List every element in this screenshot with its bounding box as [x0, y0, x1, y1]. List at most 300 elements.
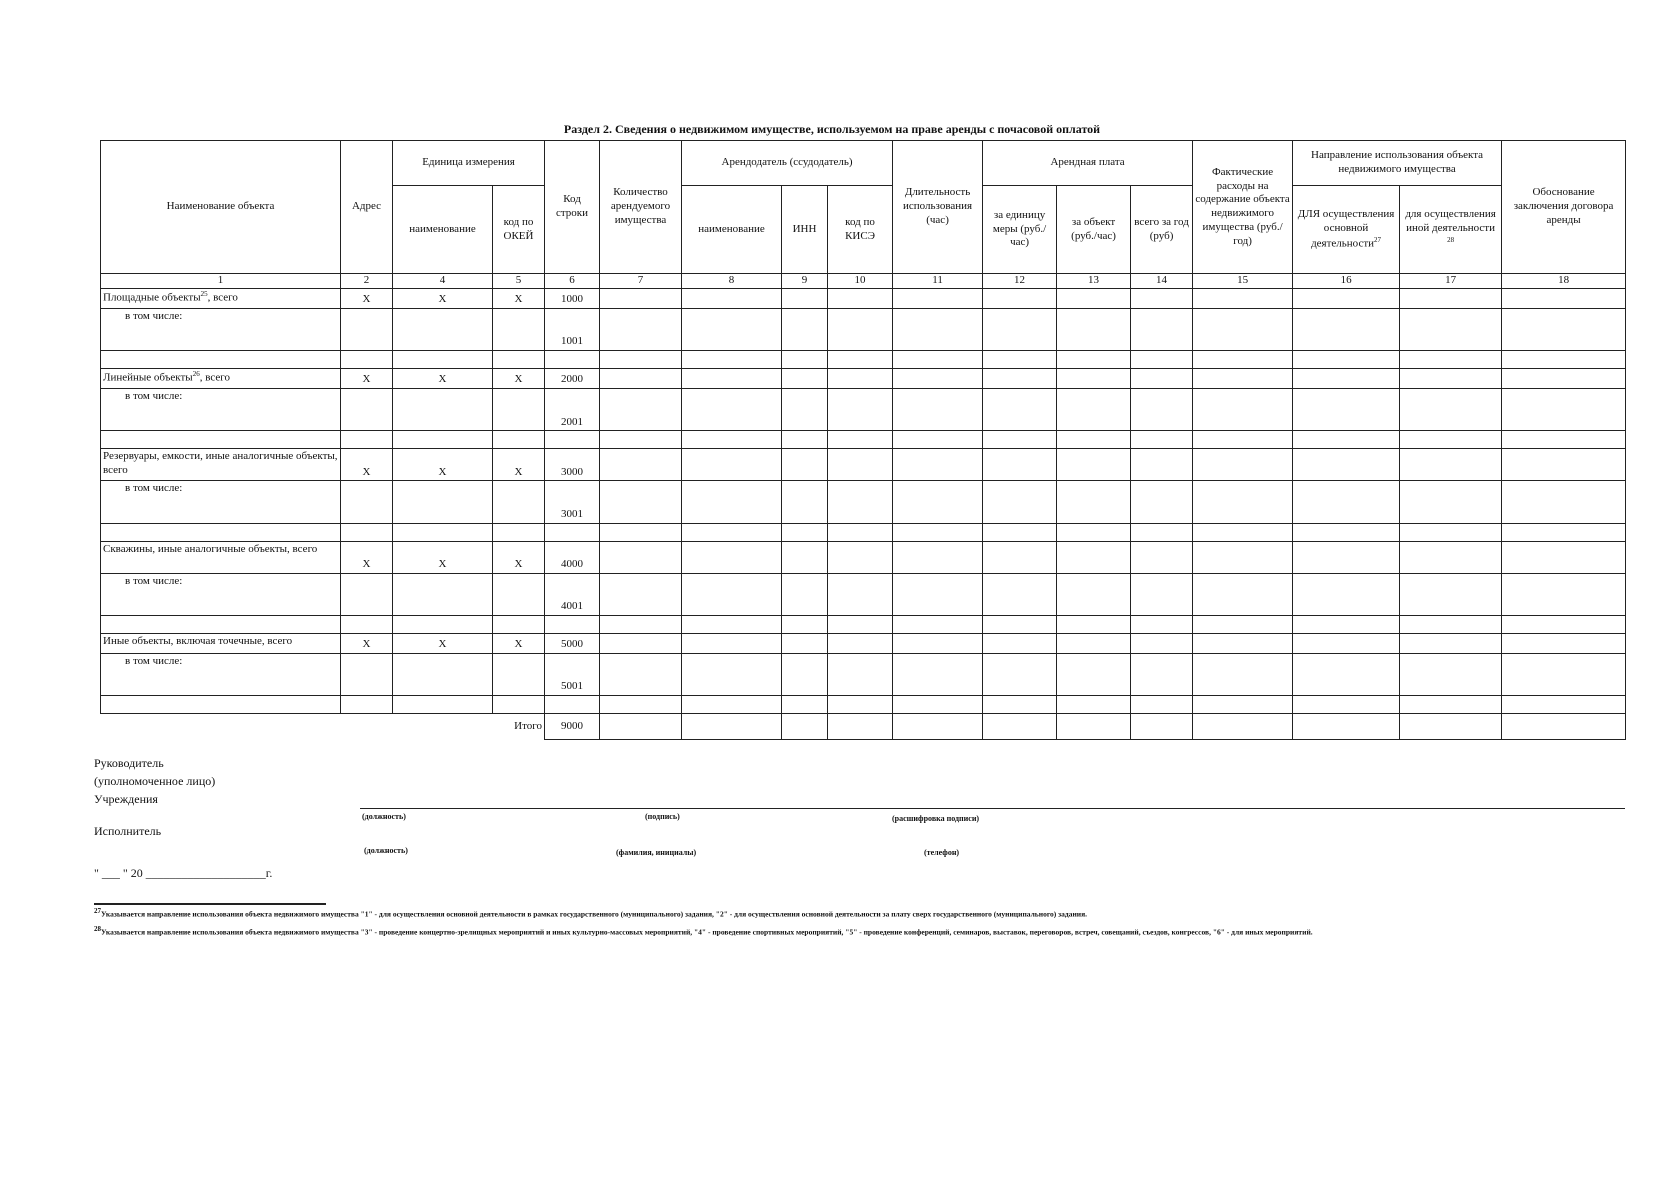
empty-cell	[682, 615, 782, 633]
empty-cell	[1193, 589, 1293, 615]
column-number: 15	[1193, 274, 1293, 289]
empty-cell	[682, 369, 782, 389]
empty-cell	[893, 288, 983, 308]
empty-cell	[1293, 633, 1400, 653]
sub-row	[101, 405, 1626, 431]
column-number: 8	[682, 274, 782, 289]
empty-cell	[1400, 497, 1502, 523]
empty-cell	[1293, 351, 1400, 369]
empty-cell	[393, 589, 493, 615]
header-name: Наименование объекта	[101, 141, 341, 274]
empty-cell	[983, 653, 1057, 669]
empty-cell	[893, 481, 983, 497]
empty-cell	[1057, 288, 1131, 308]
empty-cell	[1131, 541, 1193, 573]
empty-cell	[393, 573, 493, 589]
empty-cell	[1502, 589, 1626, 615]
empty-cell	[493, 431, 545, 449]
empty-cell	[341, 325, 393, 351]
row-code: 5000	[545, 633, 600, 653]
section-title: Раздел 2. Сведения о недвижимом имуществе, используемом на праве аренды с почасовой оплатой	[563, 122, 1101, 136]
empty-cell	[1502, 288, 1626, 308]
group-row	[101, 288, 1626, 308]
empty-cell	[600, 670, 682, 696]
empty-cell	[682, 523, 782, 541]
x-mark-okei: X	[493, 449, 545, 481]
empty-cell	[1193, 405, 1293, 431]
empty-cell	[782, 589, 828, 615]
empty-cell	[1131, 449, 1193, 481]
empty-cell	[1293, 653, 1400, 669]
empty-cell	[393, 431, 493, 449]
empty-cell	[983, 481, 1057, 497]
empty-cell	[682, 308, 782, 324]
empty-cell	[1193, 541, 1293, 573]
empty-cell	[1400, 405, 1502, 431]
empty-cell	[893, 449, 983, 481]
empty-cell	[1293, 389, 1400, 405]
empty-cell	[341, 653, 393, 669]
empty-cell	[101, 670, 341, 696]
empty-cell	[828, 405, 893, 431]
header-address: Адрес	[341, 141, 393, 274]
sub-row	[101, 497, 1626, 523]
empty-cell	[1131, 670, 1193, 696]
empty-cell	[1293, 696, 1400, 714]
empty-cell	[782, 541, 828, 573]
empty-cell	[828, 696, 893, 714]
empty-cell	[1131, 615, 1193, 633]
empty-cell	[1057, 541, 1131, 573]
empty-cell	[545, 653, 600, 669]
empty-cell	[1057, 369, 1131, 389]
empty-cell	[393, 653, 493, 669]
empty-cell	[983, 405, 1057, 431]
empty-cell	[828, 670, 893, 696]
empty-cell	[341, 308, 393, 324]
sub-row-code: 1001	[545, 325, 600, 351]
empty-cell	[1193, 325, 1293, 351]
empty-cell	[893, 523, 983, 541]
table-body	[101, 288, 1626, 713]
empty-cell	[782, 670, 828, 696]
empty-cell	[893, 431, 983, 449]
empty-cell	[341, 523, 393, 541]
direction-other-label: для осуществления иной деятельности	[1405, 208, 1496, 234]
empty-cell	[393, 696, 493, 714]
empty-cell	[393, 405, 493, 431]
group-name-text: Линейные объекты	[103, 371, 193, 384]
empty-cell	[1293, 481, 1400, 497]
empty-cell	[493, 589, 545, 615]
empty-cell	[682, 325, 782, 351]
empty-cell	[893, 589, 983, 615]
empty-cell	[1131, 389, 1193, 405]
empty-cell	[893, 369, 983, 389]
empty-cell	[600, 523, 682, 541]
head-line1: Руководитель	[94, 756, 164, 770]
empty-cell	[1057, 481, 1131, 497]
footnote-separator	[94, 903, 326, 905]
empty-cell	[782, 288, 828, 308]
empty-cell	[1502, 696, 1626, 714]
group-name	[101, 369, 341, 389]
empty-cell	[983, 696, 1057, 714]
empty-cell	[893, 696, 983, 714]
empty-cell	[393, 523, 493, 541]
header-lessor-kise: код по КИСЭ	[828, 186, 893, 274]
empty-cell	[493, 670, 545, 696]
empty-cell	[983, 523, 1057, 541]
group-name-text: Иные объекты, включая точечные, всего	[103, 634, 293, 647]
empty-cell	[682, 670, 782, 696]
empty-cell	[1193, 481, 1293, 497]
empty-cell	[1193, 670, 1293, 696]
header-rent-unit: за единицу меры (руб./час)	[983, 186, 1057, 274]
direction-main-label: ДЛЯ осуществления основной деятельности	[1297, 208, 1395, 250]
empty-cell	[493, 405, 545, 431]
empty-cell	[682, 389, 782, 405]
empty-cell	[341, 431, 393, 449]
signature-line	[360, 808, 1625, 809]
x-mark-address: X	[341, 633, 393, 653]
empty-cell	[983, 325, 1057, 351]
empty-cell	[1293, 589, 1400, 615]
header-lessor-group: Арендодатель (ссудодатель)	[682, 141, 893, 186]
empty-cell	[682, 653, 782, 669]
header-unit-okei: код по ОКЕЙ	[493, 186, 545, 274]
header-quantity: Количество арендуемого имущества	[600, 141, 682, 274]
empty-cell	[545, 431, 600, 449]
empty-cell	[101, 325, 341, 351]
empty-cell	[1293, 288, 1400, 308]
column-number: 14	[1131, 274, 1193, 289]
x-mark-okei: X	[493, 369, 545, 389]
in-that-number: в том числе:	[101, 573, 341, 589]
x-mark-unit-name: X	[393, 633, 493, 653]
empty-cell	[1400, 696, 1502, 714]
sub-row-code: 2001	[545, 405, 600, 431]
empty-cell	[1293, 670, 1400, 696]
empty-cell	[1131, 573, 1193, 589]
empty-cell	[600, 589, 682, 615]
x-mark-unit-name: X	[393, 288, 493, 308]
empty-cell	[493, 653, 545, 669]
empty-cell	[893, 497, 983, 523]
x-mark-okei: X	[493, 633, 545, 653]
column-number: 18	[1502, 274, 1626, 289]
empty-cell	[1502, 633, 1626, 653]
empty-cell	[682, 589, 782, 615]
empty-cell	[893, 670, 983, 696]
empty-cell	[600, 405, 682, 431]
empty-cell	[893, 389, 983, 405]
empty-cell	[983, 589, 1057, 615]
empty-cell	[682, 633, 782, 653]
empty-cell	[782, 449, 828, 481]
empty-cell	[782, 481, 828, 497]
empty-cell	[1400, 351, 1502, 369]
empty-cell	[1400, 389, 1502, 405]
empty-cell	[1131, 497, 1193, 523]
empty-cell	[1502, 615, 1626, 633]
column-number: 11	[893, 274, 983, 289]
empty-cell	[341, 389, 393, 405]
header-rent-year: всего за год (руб)	[1131, 186, 1193, 274]
blank-row	[101, 431, 1626, 449]
empty-cell	[493, 615, 545, 633]
column-number: 1	[101, 274, 341, 289]
empty-cell	[101, 696, 341, 714]
in-that-number-row	[101, 653, 1626, 669]
empty-cell	[1502, 449, 1626, 481]
empty-cell	[782, 431, 828, 449]
empty-cell	[1193, 653, 1293, 669]
empty-cell	[545, 308, 600, 324]
empty-cell	[893, 653, 983, 669]
empty-cell	[1502, 431, 1626, 449]
empty-cell	[1131, 288, 1193, 308]
sub-row-code: 4001	[545, 589, 600, 615]
empty-cell	[828, 431, 893, 449]
column-number: 10	[828, 274, 893, 289]
empty-cell	[393, 481, 493, 497]
empty-cell	[1193, 389, 1293, 405]
empty-cell	[1400, 670, 1502, 696]
empty-cell	[1057, 523, 1131, 541]
column-number: 5	[493, 274, 545, 289]
empty-cell	[393, 615, 493, 633]
header-direction-main	[1293, 186, 1400, 274]
empty-cell	[983, 351, 1057, 369]
empty-cell	[1057, 633, 1131, 653]
x-mark-address: X	[341, 288, 393, 308]
row-code: 2000	[545, 369, 600, 389]
caption-position: (должность)	[362, 812, 406, 821]
empty-cell	[101, 615, 341, 633]
empty-cell	[600, 431, 682, 449]
group-name	[101, 541, 341, 573]
empty-cell	[101, 405, 341, 431]
x-mark-okei: X	[493, 288, 545, 308]
empty-cell	[600, 573, 682, 589]
empty-cell	[983, 497, 1057, 523]
group-name	[101, 449, 341, 481]
empty-cell	[1057, 389, 1131, 405]
empty-cell	[1131, 523, 1193, 541]
empty-cell	[600, 615, 682, 633]
empty-cell	[1057, 431, 1131, 449]
total-blank	[341, 714, 393, 740]
empty-cell	[1057, 308, 1131, 324]
column-number: 13	[1057, 274, 1131, 289]
empty-cell	[1131, 369, 1193, 389]
empty-cell	[1193, 696, 1293, 714]
x-mark-unit-name: X	[393, 449, 493, 481]
empty-cell	[1502, 670, 1626, 696]
empty-cell	[1502, 325, 1626, 351]
total-row	[101, 714, 1626, 740]
empty-cell	[1057, 696, 1131, 714]
empty-cell	[782, 351, 828, 369]
empty-cell	[1057, 405, 1131, 431]
empty-cell	[828, 351, 893, 369]
header-lessor-inn: ИНН	[782, 186, 828, 274]
sub-row-code: 3001	[545, 497, 600, 523]
empty-cell	[600, 308, 682, 324]
empty-cell	[1057, 449, 1131, 481]
empty-cell	[983, 449, 1057, 481]
sub-row	[101, 589, 1626, 615]
group-name-suffix: , всего	[199, 371, 230, 384]
blank-row	[101, 615, 1626, 633]
empty-cell	[782, 308, 828, 324]
empty-cell	[493, 523, 545, 541]
empty-cell	[1293, 541, 1400, 573]
empty-cell	[1400, 589, 1502, 615]
header-actual-costs: Фактические расходы на содержание объекта недвижимого имущества (руб./год)	[1193, 141, 1293, 274]
empty-cell	[493, 497, 545, 523]
empty-cell	[545, 573, 600, 589]
empty-cell	[545, 523, 600, 541]
in-that-number-row	[101, 573, 1626, 589]
empty-cell	[828, 523, 893, 541]
empty-cell	[1131, 589, 1193, 615]
empty-cell	[893, 351, 983, 369]
empty-cell	[1193, 308, 1293, 324]
date-line: " ___ " 20 ____________________г.	[94, 866, 273, 880]
empty-cell	[1131, 351, 1193, 369]
empty-cell	[1400, 325, 1502, 351]
empty-cell	[1131, 653, 1193, 669]
empty-cell	[101, 351, 341, 369]
empty-cell	[1502, 405, 1626, 431]
empty-cell	[682, 405, 782, 431]
empty-cell	[1293, 405, 1400, 431]
group-name	[101, 633, 341, 653]
empty-cell	[782, 497, 828, 523]
executor-label: Исполнитель	[94, 824, 162, 838]
empty-cell	[1400, 541, 1502, 573]
column-number: 9	[782, 274, 828, 289]
empty-cell	[828, 325, 893, 351]
empty-cell	[545, 696, 600, 714]
header-unit-group: Единица измерения	[393, 141, 545, 186]
x-mark-unit-name: X	[393, 369, 493, 389]
empty-cell	[600, 389, 682, 405]
empty-cell	[600, 481, 682, 497]
footnote-ref-27: 27	[1374, 235, 1382, 244]
empty-cell	[341, 615, 393, 633]
empty-cell	[682, 573, 782, 589]
empty-cell	[828, 653, 893, 669]
empty-cell	[828, 481, 893, 497]
empty-cell	[600, 351, 682, 369]
header-direction-other	[1400, 186, 1502, 274]
empty-cell	[1293, 573, 1400, 589]
empty-cell	[893, 405, 983, 431]
x-mark-address: X	[341, 369, 393, 389]
empty-cell	[393, 497, 493, 523]
group-row	[101, 633, 1626, 653]
empty-cell	[1400, 523, 1502, 541]
empty-cell	[393, 325, 493, 351]
empty-cell	[1057, 589, 1131, 615]
empty-cell	[1193, 573, 1293, 589]
column-number: 7	[600, 274, 682, 289]
head-line2: (уполномоченное лицо)	[94, 774, 216, 788]
empty-cell	[1293, 497, 1400, 523]
group-row	[101, 449, 1626, 481]
caption-signature: (подпись)	[645, 812, 680, 821]
empty-cell	[341, 670, 393, 696]
empty-cell	[493, 325, 545, 351]
total-blank	[101, 714, 341, 740]
empty-cell	[682, 351, 782, 369]
empty-cell	[1293, 431, 1400, 449]
empty-cell	[828, 615, 893, 633]
empty-cell	[983, 541, 1057, 573]
empty-cell	[1502, 573, 1626, 589]
group-footnote-ref: 26	[192, 370, 200, 378]
column-number: 2	[341, 274, 393, 289]
group-row	[101, 369, 1626, 389]
empty-cell	[893, 573, 983, 589]
empty-cell	[828, 589, 893, 615]
empty-cell	[1400, 308, 1502, 324]
empty-cell	[1400, 449, 1502, 481]
in-that-number: в том числе:	[101, 308, 341, 324]
empty-cell	[1131, 633, 1193, 653]
group-row	[101, 541, 1626, 573]
row-code: 3000	[545, 449, 600, 481]
blank-row	[101, 523, 1626, 541]
empty-cell	[893, 633, 983, 653]
empty-cell	[682, 481, 782, 497]
group-name-text: Скважины, иные аналогичные объекты, всего	[103, 542, 318, 555]
empty-cell	[1400, 653, 1502, 669]
empty-cell	[828, 389, 893, 405]
empty-cell	[1293, 523, 1400, 541]
header-lessor-name: наименование	[682, 186, 782, 274]
empty-cell	[600, 653, 682, 669]
empty-cell	[682, 431, 782, 449]
empty-cell	[493, 481, 545, 497]
empty-cell	[1502, 481, 1626, 497]
empty-cell	[893, 541, 983, 573]
caption-position-2: (должность)	[364, 846, 408, 855]
empty-cell	[893, 308, 983, 324]
empty-cell	[1400, 633, 1502, 653]
empty-cell	[828, 369, 893, 389]
empty-cell	[341, 405, 393, 431]
row-code: 4000	[545, 541, 600, 573]
empty-cell	[1400, 431, 1502, 449]
empty-cell	[828, 573, 893, 589]
empty-cell	[782, 615, 828, 633]
empty-cell	[1502, 497, 1626, 523]
group-footnote-ref: 25	[200, 289, 208, 298]
footnote-ref-28: 28	[1447, 235, 1455, 244]
header-unit-name: наименование	[393, 186, 493, 274]
in-that-number-row	[101, 481, 1626, 497]
empty-cell	[393, 670, 493, 696]
empty-cell	[1400, 369, 1502, 389]
empty-cell	[1057, 325, 1131, 351]
empty-cell	[1131, 431, 1193, 449]
sub-row	[101, 325, 1626, 351]
empty-cell	[1400, 481, 1502, 497]
